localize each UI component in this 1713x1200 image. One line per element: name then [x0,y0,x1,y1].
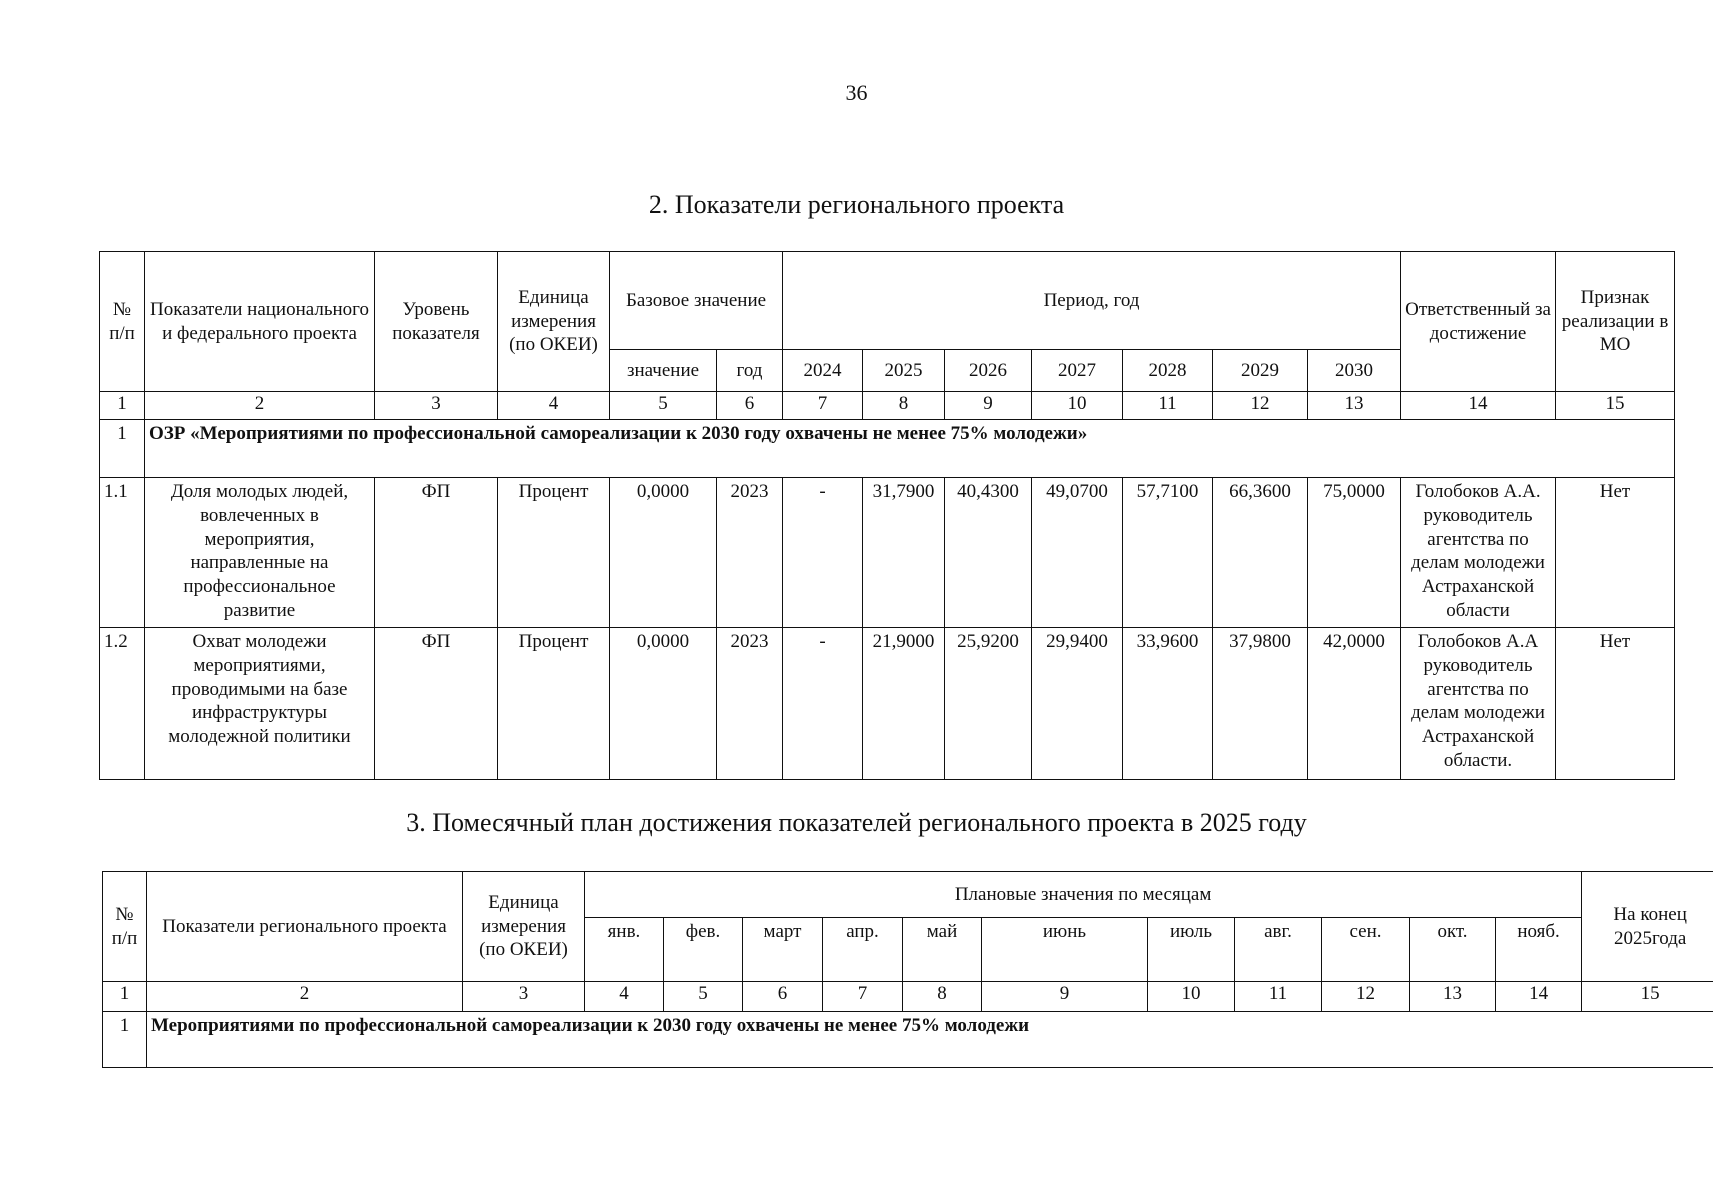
indicator-name: Доля молодых людей, вовлеченных в мероприятия, направленные на профессиональное развитие [145,478,375,628]
m-col-number: 2 [147,982,463,1012]
indicator-level: ФП [375,478,498,628]
indicator-unit: Процент [498,628,610,780]
col-number: 6 [717,392,783,420]
section3-title: 3. Помесячный план достижения показателей регионального проекта в 2025 году [406,808,1307,837]
indicator-name: Охват молодежи мероприятиями, проводимыми на базе инфраструктуры молодежной политики [145,628,375,780]
header-period: Период, год [783,252,1401,350]
month-header: фев. [664,918,743,982]
m-col-number: 11 [1235,982,1322,1012]
col-number: 13 [1308,392,1401,420]
m-row-text: Мероприятиями по профессиональной самореализации к 2030 году охвачены не менее 75% молодежи [147,1012,1713,1068]
year-value: 37,9800 [1213,628,1308,780]
year-value: - [783,628,863,780]
header-year: 2024 [783,350,863,392]
m-col-number: 4 [585,982,664,1012]
header-base: Базовое значение [610,252,783,350]
base-year: 2023 [717,628,783,780]
base-year: 2023 [717,478,783,628]
col-number: 14 [1401,392,1556,420]
header-year: 2028 [1123,350,1213,392]
col-number: 3 [375,392,498,420]
year-value: - [783,478,863,628]
base-value: 0,0000 [610,478,717,628]
header-base-value: значение [610,350,717,392]
month-header: сен. [1322,918,1410,982]
col-number: 7 [783,392,863,420]
year-value: 66,3600 [1213,478,1308,628]
year-value: 25,9200 [945,628,1032,780]
indicator-unit: Процент [498,478,610,628]
month-header: нояб. [1496,918,1582,982]
m-header-no: № п/п [103,872,147,982]
responsible: Голобоков А.А руководитель агентства по делам молодежи Астраханской области. [1401,628,1556,780]
m-col-number: 1 [103,982,147,1012]
header-no: № п/п [100,252,145,392]
m-col-number: 6 [743,982,823,1012]
section2-title: 2. Показатели регионального проекта [648,190,1065,219]
row-no: 1.1 [100,478,145,628]
col-number: 8 [863,392,945,420]
m-col-number: 8 [903,982,982,1012]
m-header-unit: Единица измерения (по ОКЕИ) [463,872,585,982]
col-number: 10 [1032,392,1123,420]
year-value: 40,4300 [945,478,1032,628]
year-value: 33,9600 [1123,628,1213,780]
m-col-number: 12 [1322,982,1410,1012]
m-col-number: 14 [1496,982,1582,1012]
col-number: 4 [498,392,610,420]
monthly-plan-table [102,871,1713,1068]
base-value: 0,0000 [610,628,717,780]
month-header: янв. [585,918,664,982]
month-header: май [903,918,982,982]
header-mo: Признак реализации в МО [1556,252,1675,392]
month-header: апр. [823,918,903,982]
col-number: 15 [1556,392,1675,420]
header-year: 2026 [945,350,1032,392]
header-indicators: Показатели национального и федерального проекта [145,252,375,392]
header-unit: Единица измерения (по ОКЕИ) [498,252,610,392]
indicator-level: ФП [375,628,498,780]
header-year: 2025 [863,350,945,392]
year-value: 29,9400 [1032,628,1123,780]
month-header: авг. [1235,918,1322,982]
header-year: 2027 [1032,350,1123,392]
goal-row-text: ОЗР «Мероприятиями по профессиональной самореализации к 2030 году охвачены не менее 75% молодежи» [145,420,1675,478]
year-value: 31,7900 [863,478,945,628]
col-number: 5 [610,392,717,420]
header-year: 2030 [1308,350,1401,392]
mo-flag: Нет [1556,478,1675,628]
col-number: 2 [145,392,375,420]
col-number: 9 [945,392,1032,420]
month-header: июнь [982,918,1148,982]
page-number: 36 [845,80,868,105]
header-responsible: Ответственный за достижение [1401,252,1556,392]
indicators-table [99,251,1675,780]
goal-row-no: 1 [100,420,145,478]
m-col-number: 10 [1148,982,1235,1012]
m-col-number: 13 [1410,982,1496,1012]
month-header: окт. [1410,918,1496,982]
m-col-number: 9 [982,982,1148,1012]
responsible: Голобоков А.А. руководитель агентства по делам молодежи Астраханской области [1401,478,1556,628]
m-col-number: 5 [664,982,743,1012]
year-value: 57,7100 [1123,478,1213,628]
m-col-number: 7 [823,982,903,1012]
header-year: 2029 [1213,350,1308,392]
year-value: 49,0700 [1032,478,1123,628]
year-value: 75,0000 [1308,478,1401,628]
year-value: 21,9000 [863,628,945,780]
m-col-number: 3 [463,982,585,1012]
header-base-year: год [717,350,783,392]
col-number: 11 [1123,392,1213,420]
month-header: июль [1148,918,1235,982]
m-header-end: На конец 2025года [1582,872,1713,982]
m-col-number: 15 [1582,982,1713,1012]
mo-flag: Нет [1556,628,1675,780]
month-header: март [743,918,823,982]
col-number: 1 [100,392,145,420]
m-header-indicators: Показатели регионального проекта [147,872,463,982]
col-number: 12 [1213,392,1308,420]
year-value: 42,0000 [1308,628,1401,780]
header-level: Уровень показателя [375,252,498,392]
m-row-no: 1 [103,1012,147,1068]
row-no: 1.2 [100,628,145,780]
m-header-planned: Плановые значения по месяцам [585,872,1582,918]
